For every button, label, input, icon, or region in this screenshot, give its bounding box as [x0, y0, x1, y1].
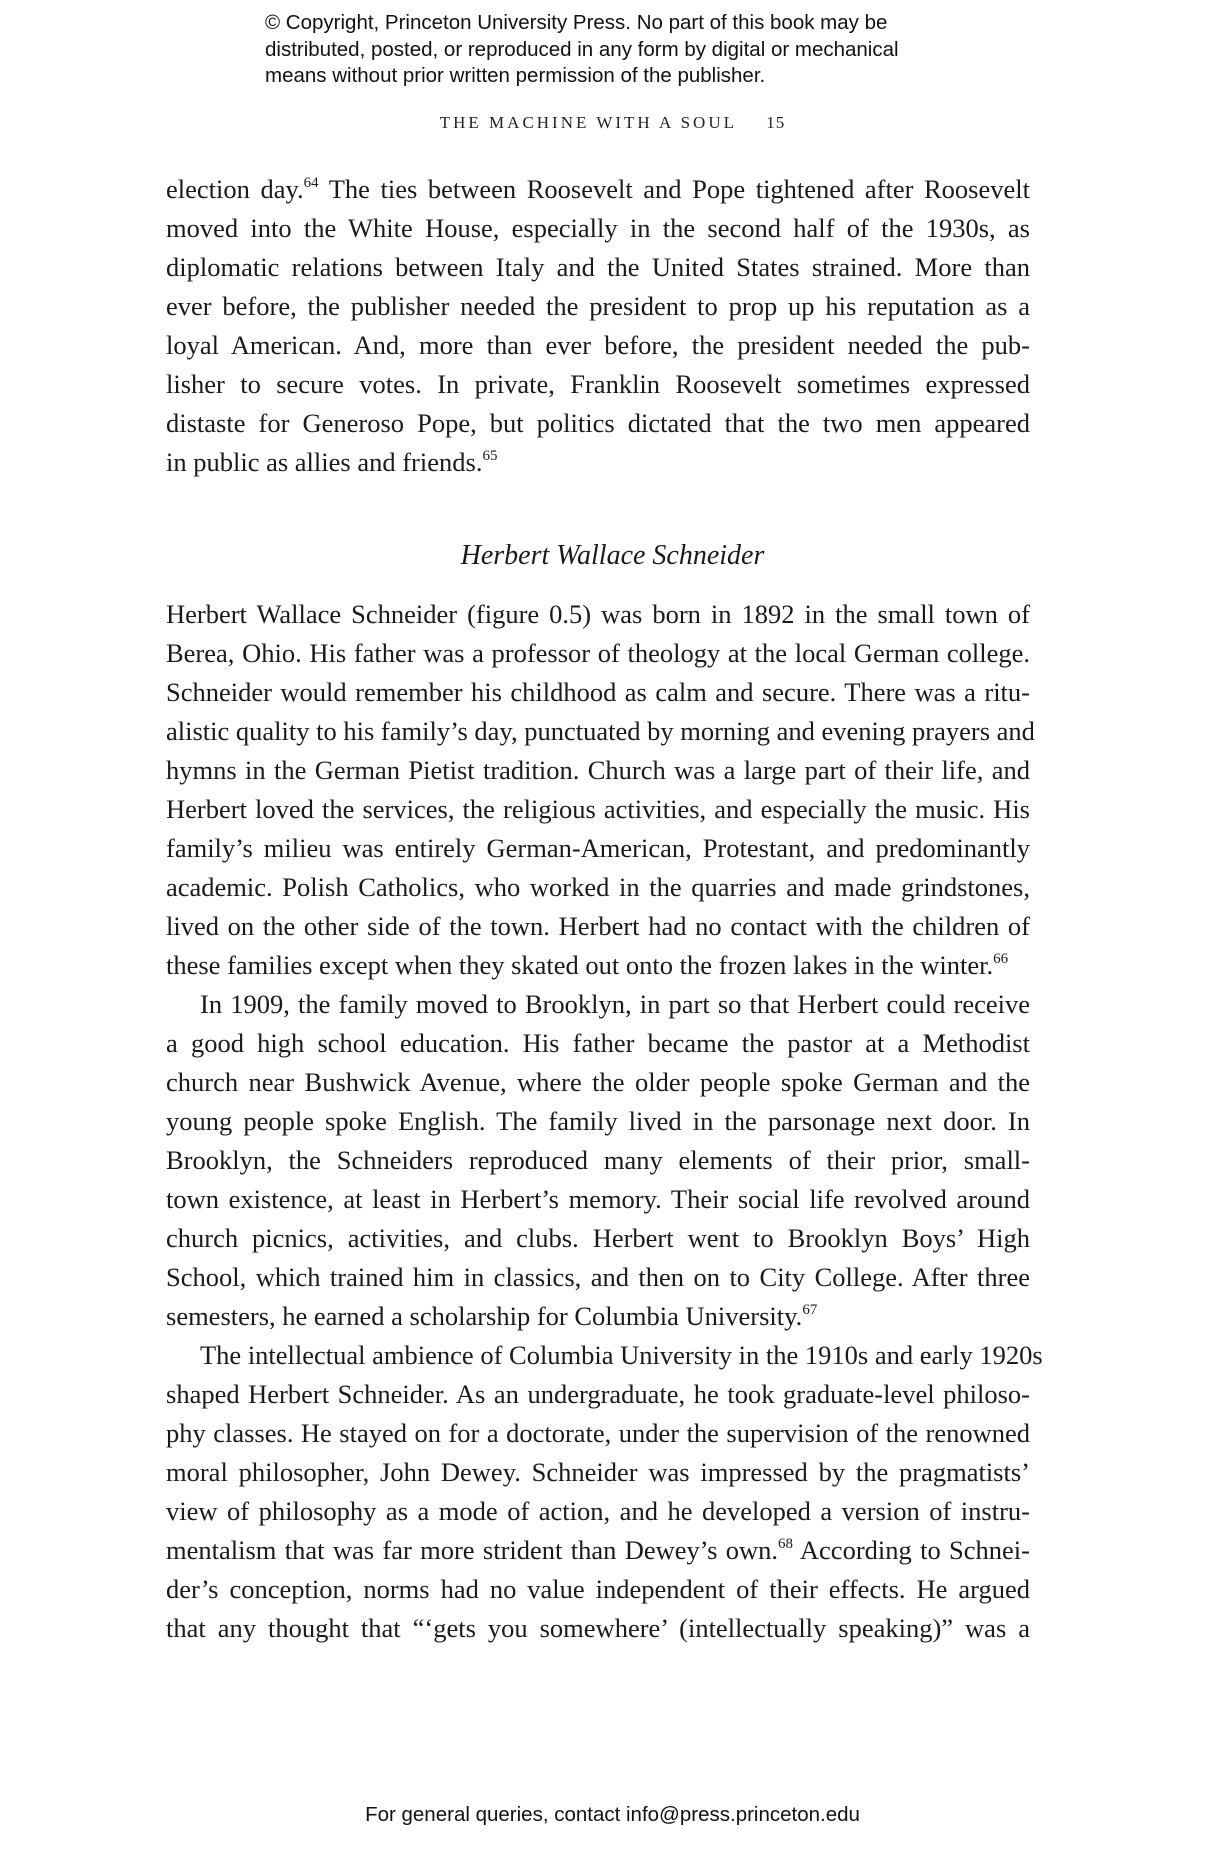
text-line: Brooklyn, the Schneiders reproduced many elements of their prior, small- [166, 1145, 1030, 1175]
text-line: that any thought that “‘gets you somewhere’ (intellectually speaking)” was a [166, 1613, 1030, 1643]
text-line: election day.$^{64}$ The ties between Roosevelt and Pope tightened after Roosevelt [166, 174, 1030, 204]
text-line: shaped Herbert Schneider. As an undergraduate, he took graduate-level philoso- [166, 1379, 1030, 1409]
text-line: Berea, Ohio. His father was a professor of theology at the local German college. [166, 638, 1030, 668]
text-line: Herbert loved the services, the religious activities, and especially the music. His [166, 794, 1030, 824]
text-line: church picnics, activities, and clubs. Herbert went to Brooklyn Boys’ High [166, 1223, 1030, 1253]
paragraph-2 [166, 595, 1035, 985]
text-line: School, which trained him in classics, and then on to City College. After three [166, 1262, 1030, 1292]
footnote-ref: 67 [802, 1302, 818, 1318]
text-line: der’s conception, norms had no value independent of their effects. He argued [166, 1574, 1030, 1604]
text-line: moved into the White House, especially in the second half of the 1930s, as [166, 213, 1030, 243]
footnote-ref: 68 [778, 1536, 794, 1552]
footnote-ref: 66 [993, 951, 1009, 967]
text-line: moral philosopher, John Dewey. Schneider was impressed by the pragmatists’ [166, 1457, 1030, 1487]
text-line: loyal American. And, more than ever before, the president needed the pub- [166, 330, 1030, 360]
paragraph-3 [166, 985, 1030, 1336]
text-line: family’s milieu was entirely German-American, Protestant, and predominantly [166, 833, 1030, 863]
text-line: ever before, the publisher needed the president to prop up his reputation as a [166, 291, 1030, 321]
copyright-line: means without prior written permission of the publisher. [265, 64, 766, 87]
text-line: The intellectual ambience of Columbia University in the 1910s and early 1920s [200, 1340, 1043, 1370]
copyright-notice [265, 10, 1025, 90]
text-line: hymns in the German Pietist tradition. Church was a large part of their life, and [166, 755, 1030, 785]
footnote-ref: 64 [303, 175, 319, 191]
text-line: lived on the other side of the town. Herbert had no contact with the children of [166, 911, 1030, 941]
text-line: town existence, at least in Herbert’s memory. Their social life revolved around [166, 1184, 1030, 1214]
paragraph-1 [166, 170, 1030, 482]
text-line: semesters, he earned a scholarship for Columbia University.$^{67}$ [166, 1301, 818, 1331]
text-line: Schneider would remember his childhood as calm and secure. There was a ritu- [166, 677, 1030, 707]
section-heading: Herbert Wallace Schneider [460, 540, 765, 571]
text-line: mentalism that was far more strident than Dewey’s own.$^{68}$ According to Schnei- [166, 1535, 1030, 1565]
text-line: in public as allies and friends.$^{65}$ [166, 447, 498, 477]
running-head-title: THE MACHINE WITH A SOUL [439, 113, 737, 132]
text-line: young people spoke English. The family lived in the parsonage next door. In [166, 1106, 1030, 1136]
paragraph-4 [166, 1336, 1043, 1648]
text-line: view of philosophy as a mode of action, and he developed a version of instru- [166, 1496, 1030, 1526]
text-line: In 1909, the family moved to Brooklyn, in part so that Herbert could receive [200, 989, 1030, 1019]
text-line: diplomatic relations between Italy and the United States strained. More than [166, 252, 1030, 282]
text-line: a good high school education. His father became the pastor at a Methodist [166, 1028, 1030, 1058]
running-head [0, 113, 1225, 133]
copyright-line: © Copyright, Princeton University Press. No part of this book may be [265, 11, 888, 34]
footer-contact: For general queries, contact info@press.princeton.edu [365, 1803, 860, 1826]
text-line: phy classes. He stayed on for a doctorate, under the supervision of the renowned [166, 1418, 1030, 1448]
page-number: 15 [766, 113, 786, 132]
text-line: church near Bushwick Avenue, where the older people spoke German and the [166, 1067, 1030, 1097]
text-line: academic. Polish Catholics, who worked in the quarries and made grindstones, [166, 872, 1030, 902]
text-line: alistic quality to his family’s day, punctuated by morning and evening prayers and [166, 716, 1035, 746]
footnote-ref: 65 [482, 448, 498, 464]
text-line: distaste for Generoso Pope, but politics dictated that the two men appeared [166, 408, 1030, 438]
text-line: lisher to secure votes. In private, Franklin Roosevelt sometimes expressed [166, 369, 1030, 399]
copyright-line: distributed, posted, or reproduced in any form by digital or mechanical [265, 37, 899, 61]
text-line: Herbert Wallace Schneider (figure 0.5) was born in 1892 in the small town of [166, 599, 1030, 629]
text-line: these families except when they skated out onto the frozen lakes in the winter.$^{66}$ [166, 950, 1009, 980]
